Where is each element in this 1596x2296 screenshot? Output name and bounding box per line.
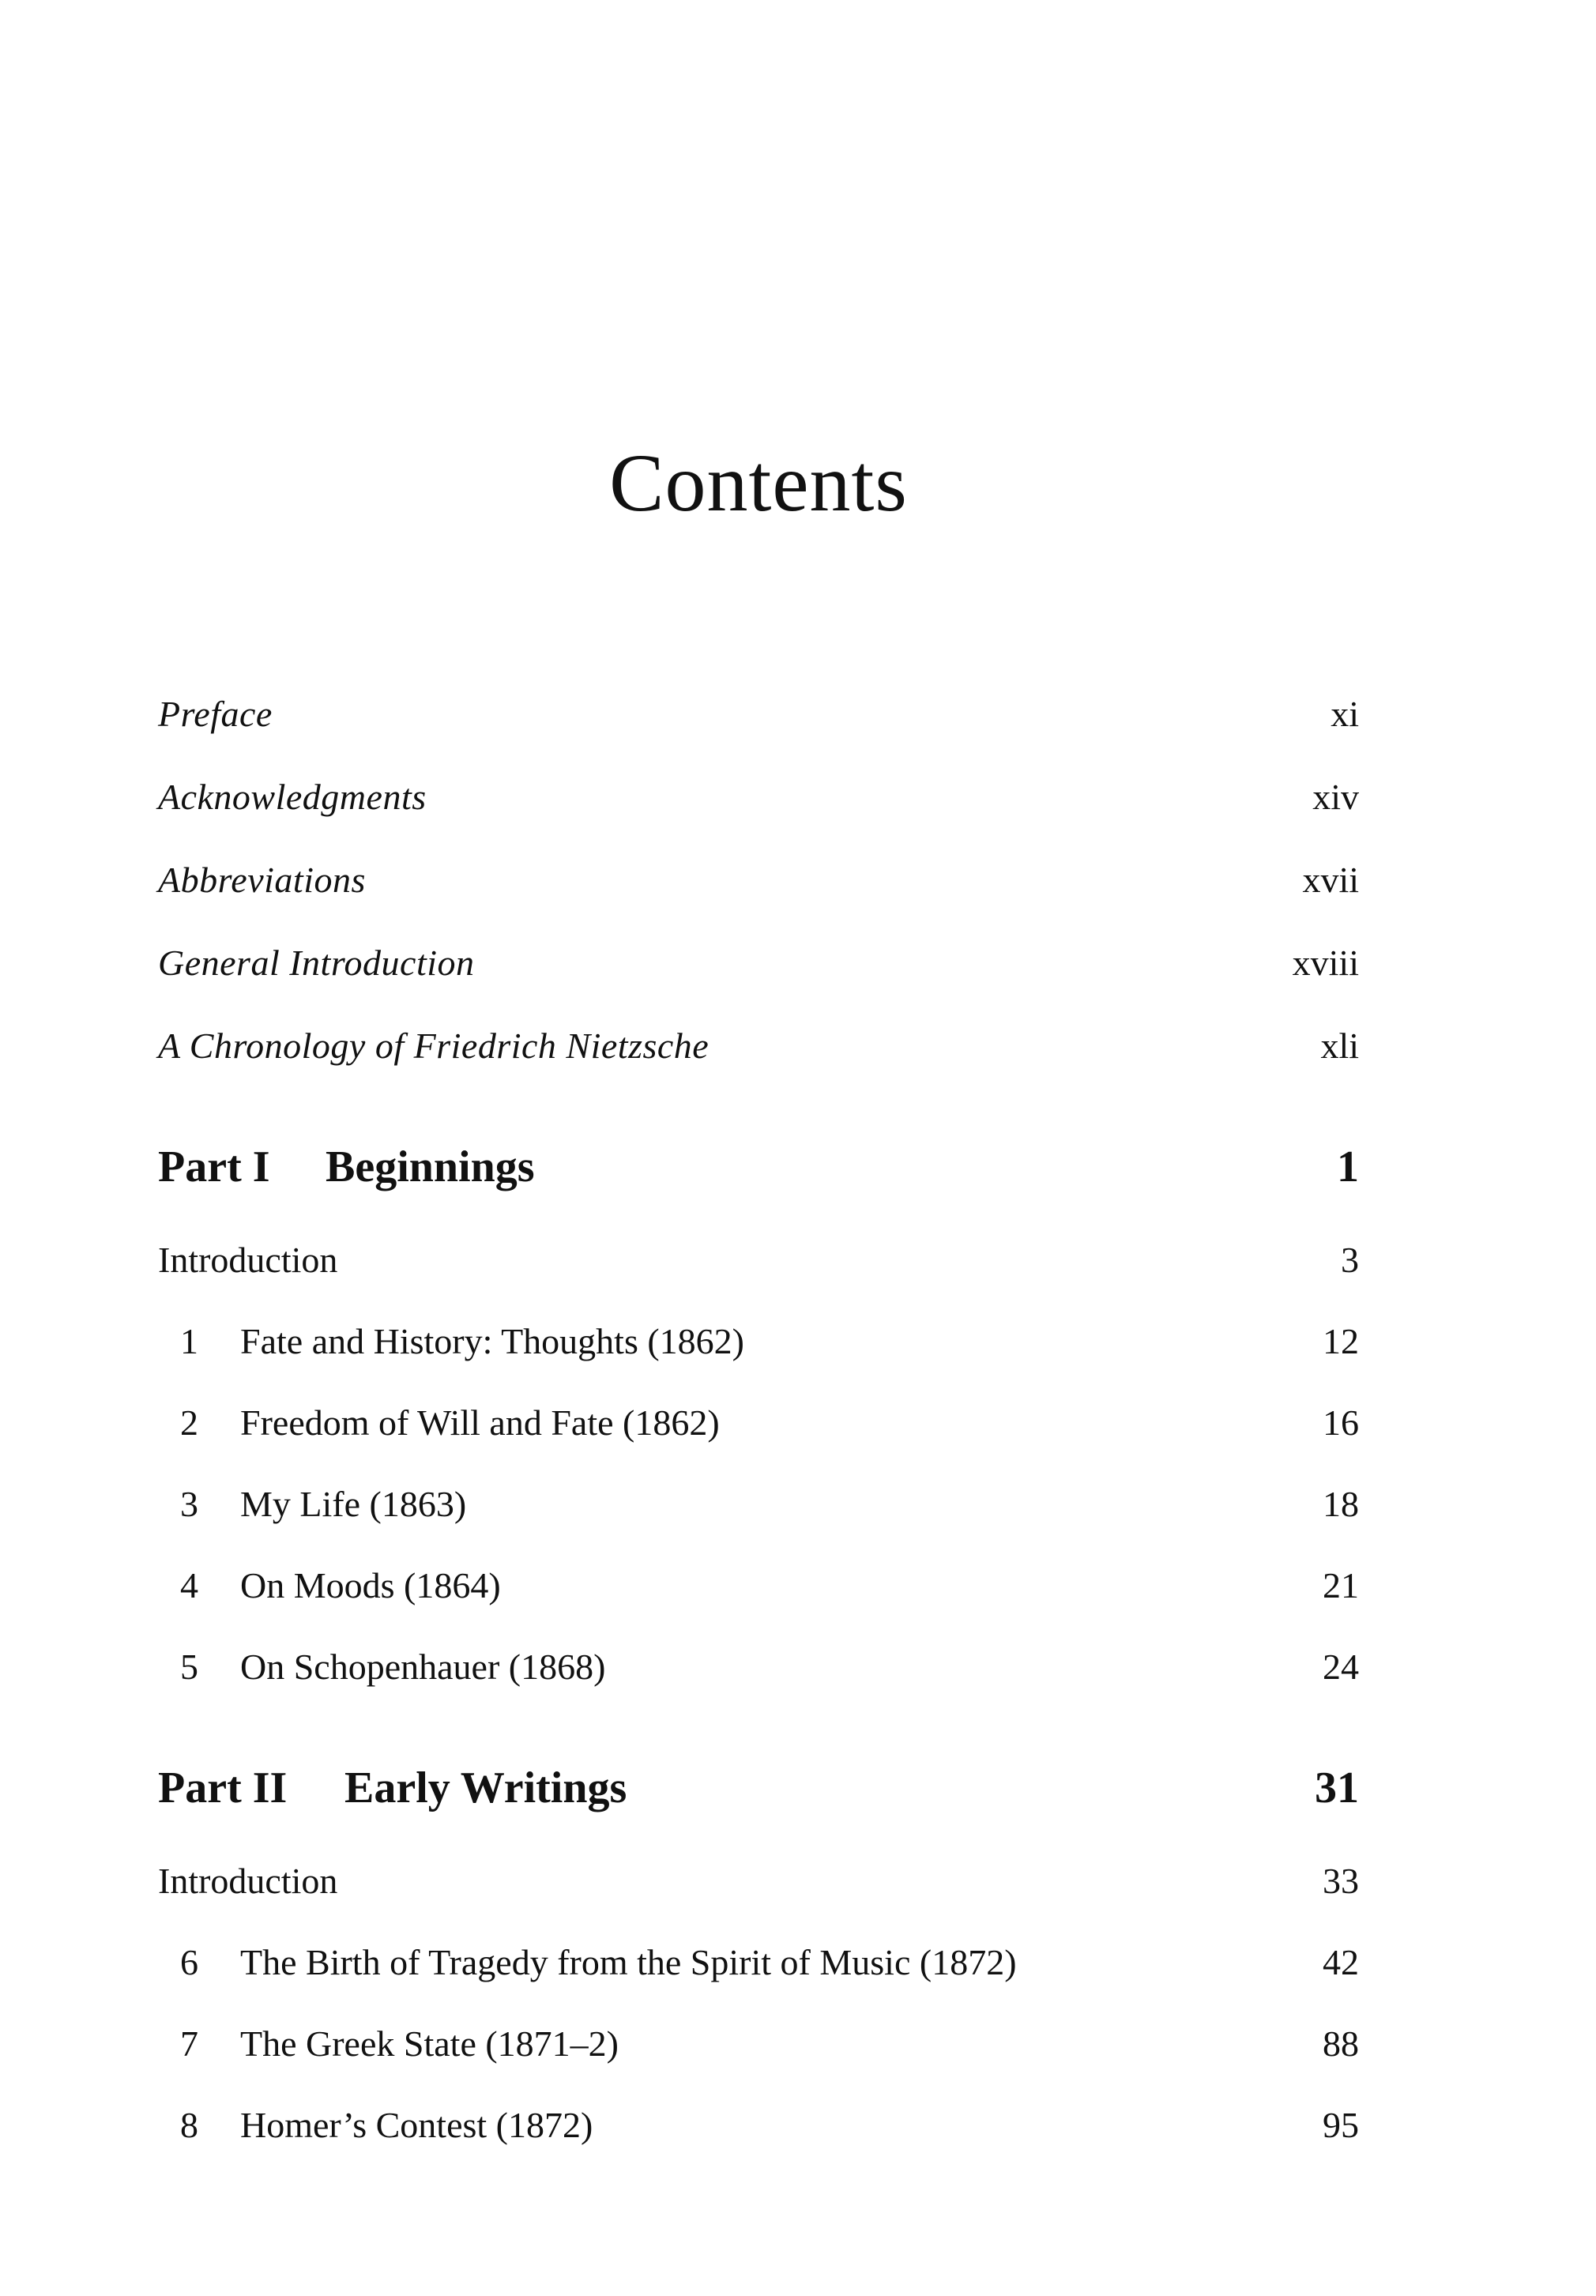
toc-entry-label: Preface: [158, 694, 273, 734]
toc-entry-preface[interactable]: [158, 687, 1359, 742]
toc-entry-page: xviii: [1292, 943, 1359, 983]
chapter-title: On Schopenhauer (1868): [240, 1647, 606, 1687]
toc-entry-abbreviations[interactable]: [158, 853, 1359, 908]
part-title: Beginnings: [326, 1142, 535, 1191]
chapter-page: 12: [1323, 1321, 1359, 1361]
toc-part-2-introduction[interactable]: [158, 1854, 1359, 1909]
toc-entry-page: 33: [1323, 1861, 1359, 1901]
toc-chapter-6[interactable]: [158, 1935, 1359, 1990]
chapter-title: The Greek State (1871–2): [240, 2023, 619, 2064]
chapter-page: 42: [1323, 1942, 1359, 1982]
chapter-page: 18: [1323, 1484, 1359, 1524]
toc-entry-label: Introduction: [158, 1861, 338, 1901]
page-title: Contents: [609, 438, 908, 529]
chapter-page: 16: [1323, 1402, 1359, 1443]
chapter-number: 4: [180, 1565, 198, 1605]
toc-entry-label: Acknowledgments: [158, 777, 427, 817]
toc-part-1-heading[interactable]: [158, 1135, 1359, 1199]
toc-entry-page: xvii: [1302, 860, 1359, 900]
chapter-number: 7: [180, 2023, 198, 2064]
chapter-number: 5: [180, 1647, 198, 1687]
chapter-page: 95: [1323, 2105, 1359, 2145]
toc-chapter-3[interactable]: [158, 1477, 1359, 1532]
part-number: Part I: [158, 1142, 270, 1191]
chapter-title: On Moods (1864): [240, 1565, 501, 1605]
chapter-number: 2: [180, 1402, 198, 1443]
part-page: 1: [1337, 1142, 1359, 1191]
toc-entry-label: Abbreviations: [158, 860, 366, 900]
chapter-number: 3: [180, 1484, 198, 1524]
toc-entry-label: A Chronology of Friedrich Nietzsche: [158, 1026, 710, 1066]
part-title: Early Writings: [344, 1763, 627, 1812]
part-page: 31: [1315, 1763, 1359, 1812]
toc-entry-label: Introduction: [158, 1240, 338, 1280]
toc-part-1-introduction[interactable]: [158, 1233, 1359, 1288]
toc-chapter-2[interactable]: [158, 1395, 1359, 1451]
chapter-title: Fate and History: Thoughts (1862): [240, 1321, 744, 1361]
chapter-page: 88: [1323, 2023, 1359, 2064]
chapter-page: 21: [1323, 1565, 1359, 1605]
chapter-title: Homer’s Contest (1872): [240, 2105, 593, 2145]
chapter-page: 24: [1323, 1647, 1359, 1687]
toc-entry-label: General Introduction: [158, 943, 475, 983]
toc-entry-page: xli: [1320, 1026, 1359, 1066]
toc-chapter-7[interactable]: [158, 2016, 1359, 2072]
chapter-title: The Birth of Tragedy from the Spirit of Music (1872): [240, 1942, 1017, 1982]
toc-part-2-heading[interactable]: [158, 1756, 1359, 1820]
toc-chapter-1[interactable]: [158, 1314, 1359, 1369]
chapter-number: 1: [180, 1321, 198, 1361]
chapter-title: My Life (1863): [240, 1484, 467, 1524]
toc-chapter-5[interactable]: [158, 1639, 1359, 1695]
toc-entry-page: 3: [1341, 1240, 1359, 1280]
toc-entry-page: xiv: [1312, 777, 1359, 817]
toc-entry-general-introduction[interactable]: [158, 935, 1359, 991]
toc-chapter-4[interactable]: [158, 1558, 1359, 1613]
chapter-number: 8: [180, 2105, 198, 2145]
toc-entry-chronology[interactable]: [158, 1018, 1359, 1074]
toc-entry-acknowledgments[interactable]: [158, 770, 1359, 825]
toc-chapter-8[interactable]: [158, 2098, 1359, 2153]
toc-entry-page: xi: [1331, 694, 1359, 734]
chapter-number: 6: [180, 1942, 198, 1982]
chapter-title: Freedom of Will and Fate (1862): [240, 1402, 720, 1443]
part-number: Part II: [158, 1763, 288, 1812]
